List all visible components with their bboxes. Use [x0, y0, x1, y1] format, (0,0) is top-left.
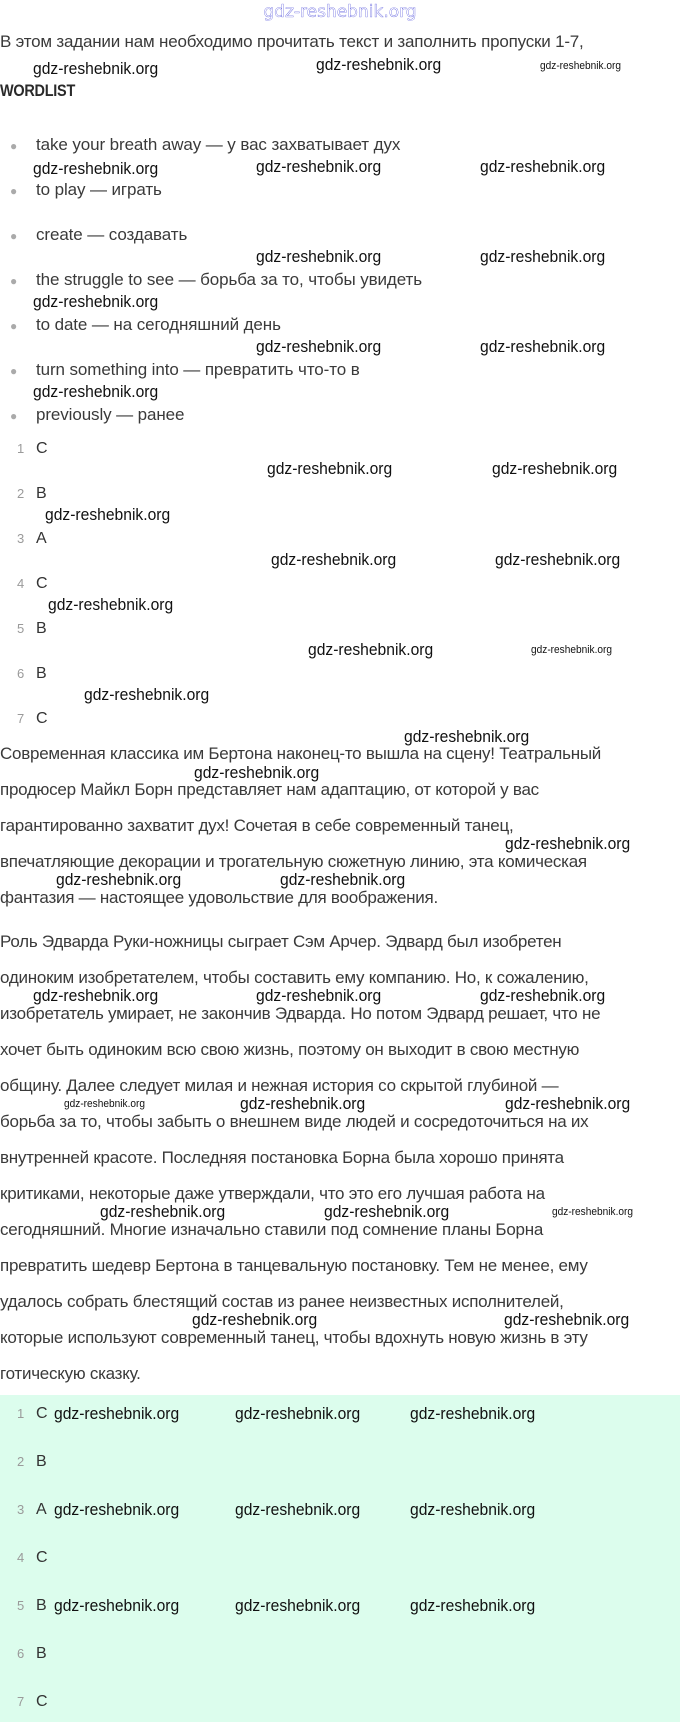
wordlist-item: ● to play — играть	[10, 180, 162, 199]
wordlist-item: ● take your breath away — у вас захватывает дух	[10, 135, 401, 154]
watermark: gdz-reshebnik.org	[240, 1094, 366, 1113]
watermark: gdz-reshebnik.org	[48, 595, 174, 614]
watermark: gdz-reshebnik.org	[256, 337, 382, 356]
watermark: gdz-reshebnik.org	[54, 1500, 180, 1519]
task-intro: В этом задании нам необходимо прочитать текст и заполнить пропуски 1-7,	[0, 32, 584, 51]
watermark: gdz-reshebnik.org	[33, 382, 159, 401]
text-line: Современная классика им Бертона наконец-то вышла на сцену! Театральный	[0, 744, 602, 763]
bullet-icon: ●	[10, 409, 18, 423]
watermark: gdz-reshebnik.org	[256, 986, 382, 1005]
wordlist-item: ● turn something into — превратить что-то в	[10, 360, 360, 379]
site-watermark-header[interactable]: gdz-reshebnik.org	[263, 2, 417, 22]
wordlist-item: ● create — создавать	[10, 225, 188, 244]
text-line: удалось собрать блестящий состав из ранее неизвестных исполнителей,	[0, 1292, 564, 1311]
answer-item: 7 C	[17, 710, 48, 727]
watermark: gdz-reshebnik.org	[480, 986, 606, 1005]
answer-item: 2 B	[17, 1453, 47, 1470]
watermark: gdz-reshebnik.org	[410, 1404, 536, 1423]
watermark: gdz-reshebnik.org	[235, 1500, 361, 1519]
bullet-icon: ●	[10, 364, 18, 378]
watermark: gdz-reshebnik.org	[540, 60, 622, 72]
text-line: которые используют современный танец, чтобы вдохнуть новую жизнь в эту	[0, 1328, 588, 1347]
text-line: внутренней красоте. Последняя постановка Борна была хорошо принята	[0, 1148, 564, 1167]
watermark: gdz-reshebnik.org	[84, 685, 210, 704]
watermark: gdz-reshebnik.org	[410, 1596, 536, 1615]
watermark: gdz-reshebnik.org	[56, 870, 182, 889]
text-line: превратить шедевр Бертона в танцевальную постановку. Тем не менее, ему	[0, 1256, 588, 1275]
watermark: gdz-reshebnik.org	[308, 640, 434, 659]
watermark: gdz-reshebnik.org	[280, 870, 406, 889]
text-line: одиноким изобретателем, чтобы составить ему компанию. Но, к сожалению,	[0, 968, 589, 987]
watermark: gdz-reshebnik.org	[531, 644, 613, 656]
watermark: gdz-reshebnik.org	[33, 292, 159, 311]
bullet-icon: ●	[10, 184, 18, 198]
watermark: gdz-reshebnik.org	[504, 1310, 630, 1329]
wordlist-heading: WORDLIST	[0, 81, 76, 100]
watermark: gdz-reshebnik.org	[492, 459, 618, 478]
text-line: продюсер Майкл Борн представляет нам адаптацию, от которой у вас	[0, 780, 539, 799]
text-line: изобретатель умирает, не закончив Эдварда. Но потом Эдвард решает, что не	[0, 1004, 601, 1023]
answer-item: 4 C	[17, 1549, 48, 1566]
watermark: gdz-reshebnik.org	[480, 157, 606, 176]
answer-item: 2 B	[17, 485, 47, 502]
watermark: gdz-reshebnik.org	[33, 59, 159, 78]
text-line: хочет быть одиноким всю свою жизнь, поэтому он выходит в свою местную	[0, 1040, 580, 1059]
bullet-icon: ●	[10, 274, 18, 288]
answer-item: 3 A	[17, 530, 47, 547]
watermark: gdz-reshebnik.org	[404, 727, 530, 746]
bullet-icon: ●	[10, 139, 18, 153]
answer-item: 3 A	[17, 1501, 47, 1518]
watermark: gdz-reshebnik.org	[54, 1596, 180, 1615]
text-line: Роль Эдварда Руки-ножницы сыграет Сэм Арчер. Эдвард был изобретен	[0, 932, 562, 951]
watermark: gdz-reshebnik.org	[33, 986, 159, 1005]
watermark: gdz-reshebnik.org	[480, 337, 606, 356]
watermark: gdz-reshebnik.org	[505, 1094, 631, 1113]
answer-item: 5 B	[17, 620, 47, 637]
answer-item: 6 B	[17, 1645, 47, 1662]
watermark: gdz-reshebnik.org	[33, 159, 159, 178]
bullet-icon: ●	[10, 229, 18, 243]
watermark: gdz-reshebnik.org	[552, 1206, 634, 1218]
watermark: gdz-reshebnik.org	[256, 157, 382, 176]
watermark: gdz-reshebnik.org	[256, 247, 382, 266]
text-line: впечатляющие декорации и трогательную сюжетную линию, эта комическая	[0, 852, 587, 871]
answer-item: 1 C	[17, 1405, 48, 1422]
text-line: гарантированно захватит дух! Сочетая в себе современный танец,	[0, 816, 514, 835]
wordlist-item: ● previously — ранее	[10, 405, 185, 424]
answer-panel	[0, 1395, 680, 1722]
text-line: готическую сказку.	[0, 1364, 141, 1383]
watermark: gdz-reshebnik.org	[45, 505, 171, 524]
watermark: gdz-reshebnik.org	[505, 834, 631, 853]
watermark: gdz-reshebnik.org	[316, 55, 442, 74]
answer-item: 5 B	[17, 1597, 47, 1614]
watermark: gdz-reshebnik.org	[192, 1310, 318, 1329]
watermark: gdz-reshebnik.org	[235, 1596, 361, 1615]
watermark: gdz-reshebnik.org	[271, 550, 397, 569]
watermark: gdz-reshebnik.org	[100, 1202, 226, 1221]
watermark: gdz-reshebnik.org	[194, 763, 320, 782]
wordlist-item: ● to date — на сегодняшний день	[10, 315, 281, 334]
watermark: gdz-reshebnik.org	[410, 1500, 536, 1519]
watermark: gdz-reshebnik.org	[267, 459, 393, 478]
answer-item: 6 B	[17, 665, 47, 682]
text-line: критиками, некоторые даже утверждали, что это его лучшая работа на	[0, 1184, 545, 1203]
watermark: gdz-reshebnik.org	[54, 1404, 180, 1423]
watermark: gdz-reshebnik.org	[235, 1404, 361, 1423]
wordlist-item: ● the struggle to see — борьба за то, чтобы увидеть	[10, 270, 422, 289]
watermark: gdz-reshebnik.org	[324, 1202, 450, 1221]
answer-item: 1 C	[17, 440, 48, 457]
text-line: сегодняшний. Многие изначально ставили под сомнение планы Борна	[0, 1220, 544, 1239]
text-line: фантазия — настоящее удовольствие для воображения.	[0, 888, 438, 907]
text-line: общину. Далее следует милая и нежная история со скрытой глубиной —	[0, 1076, 559, 1095]
answer-item: 7 C	[17, 1693, 48, 1710]
watermark: gdz-reshebnik.org	[495, 550, 621, 569]
bullet-icon: ●	[10, 319, 18, 333]
watermark: gdz-reshebnik.org	[480, 247, 606, 266]
watermark: gdz-reshebnik.org	[64, 1098, 146, 1110]
text-line: борьба за то, чтобы забыть о внешнем виде людей и сосредоточиться на их	[0, 1112, 589, 1131]
answer-item: 4 C	[17, 575, 48, 592]
